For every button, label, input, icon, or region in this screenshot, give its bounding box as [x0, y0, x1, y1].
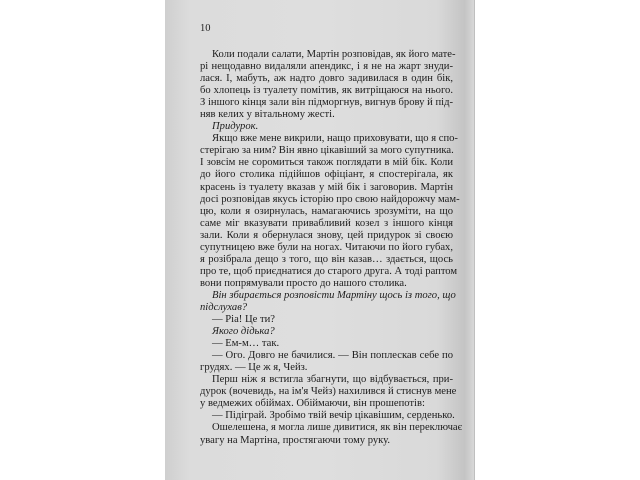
- text-line: лася. І, мабуть, аж надто довго задивилася в один бік,: [200, 73, 453, 85]
- text-line: про те, щоб приєднатися до старого друга. А тоді раптом: [200, 265, 458, 277]
- text-line: няв келих у вітальному жесті.: [200, 109, 335, 121]
- text-line: увагу на Мартіна, простягаючи тому руку.: [200, 434, 391, 446]
- text-line: вони попрямували просто до нашого столика.: [200, 277, 407, 289]
- text-line: — Ем-м… так.: [212, 338, 280, 350]
- body-text: [200, 49, 463, 447]
- text-line: — Підіграй. Зробімо твій вечір цікавішим, серденько.: [212, 410, 455, 422]
- book-page: [165, 0, 474, 480]
- text-line: супутницею вже були на ногах. Читаючи по його губах,: [200, 241, 453, 253]
- text-line: досі розповідав якусь історію про свою найдорожчу мам-: [200, 193, 460, 205]
- text-line: саме міг вказувати привабливий козел з іншого кінця: [200, 217, 453, 229]
- text-line: цю, коли я озирнулась, намагаючись зрозуміти, на що: [200, 205, 453, 217]
- text-line: Коли подали салати, Мартін розповідав, як його мате-: [212, 49, 456, 60]
- text-line: красень із туалету вказав у мій бік і заговорив. Мартін: [200, 181, 453, 193]
- text-line: бо хлопець із туалету помітив, як витріщаюся на нього.: [200, 85, 453, 97]
- text-line: Він збирається розповісти Мартіну щось із того, що: [212, 289, 456, 301]
- text-line: зали. Коли я обернулася знову, цей придурок зі своєю: [200, 229, 453, 241]
- text-line: — Ого. Довго не бачилися. — Він поплескав себе по: [212, 350, 453, 362]
- text-line: Перш ніж я встигла збагнути, що відбувається, при-: [212, 374, 453, 386]
- text-line: рі нещодавно видаляли апендикс, і я не на жарт знуди-: [200, 61, 453, 73]
- text-line: Ошелешена, я могла лише дивитися, як він переключає: [212, 422, 463, 434]
- text-line: Придурок.: [212, 121, 259, 133]
- text-line: я розібрала дещо з того, що він казав… здається, щось: [200, 253, 453, 265]
- text-line: грудях. — Це ж я, Чейз.: [200, 362, 308, 374]
- text-line: дурок (вочевидь, на ім'я Чейз) нахилився й стиснув мене: [200, 386, 457, 398]
- text-line: З іншого кінця зали він підморгнув, вигнув брову й під-: [200, 97, 453, 109]
- text-line: у ведмежих обіймах. Обіймаючи, він прошепотів:: [200, 398, 425, 410]
- text-line: Якого дідька?: [212, 326, 275, 338]
- text-line: підслухав?: [200, 301, 248, 313]
- text-line: до його столика підійшов офіціант, я спостерігала, як: [200, 169, 453, 181]
- text-line: Якщо вже мене викрили, нащо приховувати, що я спо-: [212, 133, 458, 145]
- text-line: — Ріа! Це ти?: [212, 314, 275, 326]
- page-number: 10: [200, 23, 211, 34]
- text-line: І зовсім не соромиться також поглядати в мій бік. Коли: [200, 157, 453, 169]
- text-line: стерігаю за ним? Він явно цікавіший за мого супутника.: [200, 145, 454, 157]
